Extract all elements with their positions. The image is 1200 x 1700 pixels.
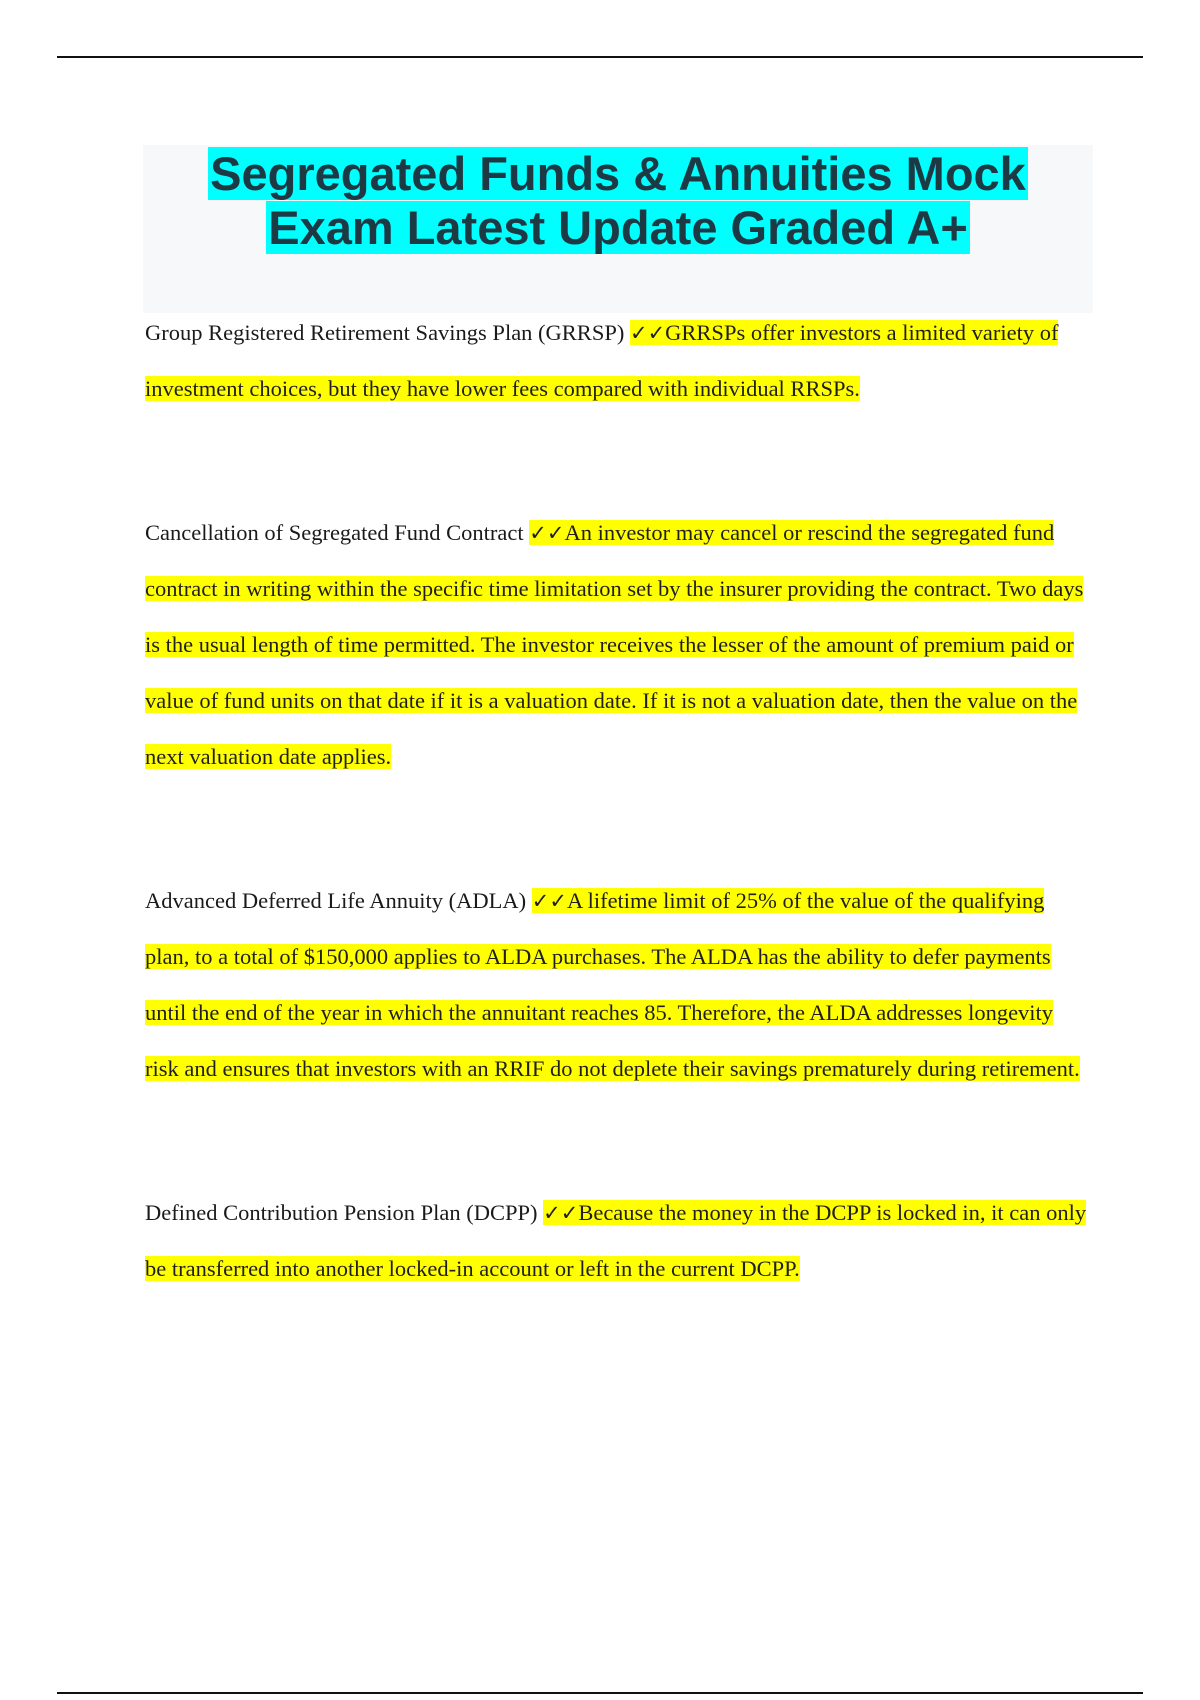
double-check-icon: ✓✓ [531, 889, 567, 913]
double-check-icon: ✓✓ [629, 321, 666, 345]
page-title-line-2: Exam Latest Update Graded A+ [268, 201, 968, 254]
answer-text: Because the money in the DCPP is locked in, it can only be transferred into another locked-in account or left in the current DCPP. [145, 1200, 1087, 1281]
flashcard-entry [145, 305, 1090, 417]
answer-text: An investor may cancel or rescind the segregated fund contract in writing within the specific time limitation set by the insurer providing the contract. Two days is the usual length of time permitted. The investor receives the lesser of the amount of premium paid or value of fund units on that date if it is a valuation date. If it is not a valuation date, then the value on the next valuation date applies. [145, 520, 1084, 769]
entry-term: Defined Contribution Pension Plan (DCPP) [145, 1200, 538, 1225]
entry-term: Cancellation of Segregated Fund Contract [145, 520, 524, 545]
answer-text: A lifetime limit of 25% of the value of the qualifying plan, to a total of $150,000 applies to ALDA purchases. The ALDA has the ability to defer payments until the end of the year in which the annuitant reaches 85. Therefore, the ALDA addresses longevity risk and ensures that investors with an RRIF do not deplete their savings prematurely during retirement. [145, 888, 1080, 1081]
entry-answer [145, 888, 1080, 1081]
flashcard-entry [145, 1185, 1090, 1297]
entry-answer [145, 520, 1083, 769]
flashcard-entry [145, 505, 1090, 785]
flashcard-entry [145, 873, 1090, 1097]
bottom-rule [57, 1692, 1143, 1694]
entry-term: Group Registered Retirement Savings Plan (GRRSP) [145, 320, 625, 345]
top-rule [57, 56, 1143, 58]
double-check-icon: ✓✓ [529, 521, 565, 545]
entry-term: Advanced Deferred Life Annuity (ADLA) [145, 888, 527, 913]
page-title-line-1: Segregated Funds & Annuities Mock [210, 147, 1026, 200]
answer-text: GRRSPs offer investors a limited variety of investment choices, but they have lower fees compared with individual RRSPs. [145, 320, 1059, 401]
title-banner [143, 145, 1093, 313]
flashcard-list [145, 305, 1090, 1297]
double-check-icon: ✓✓ [543, 1201, 579, 1225]
